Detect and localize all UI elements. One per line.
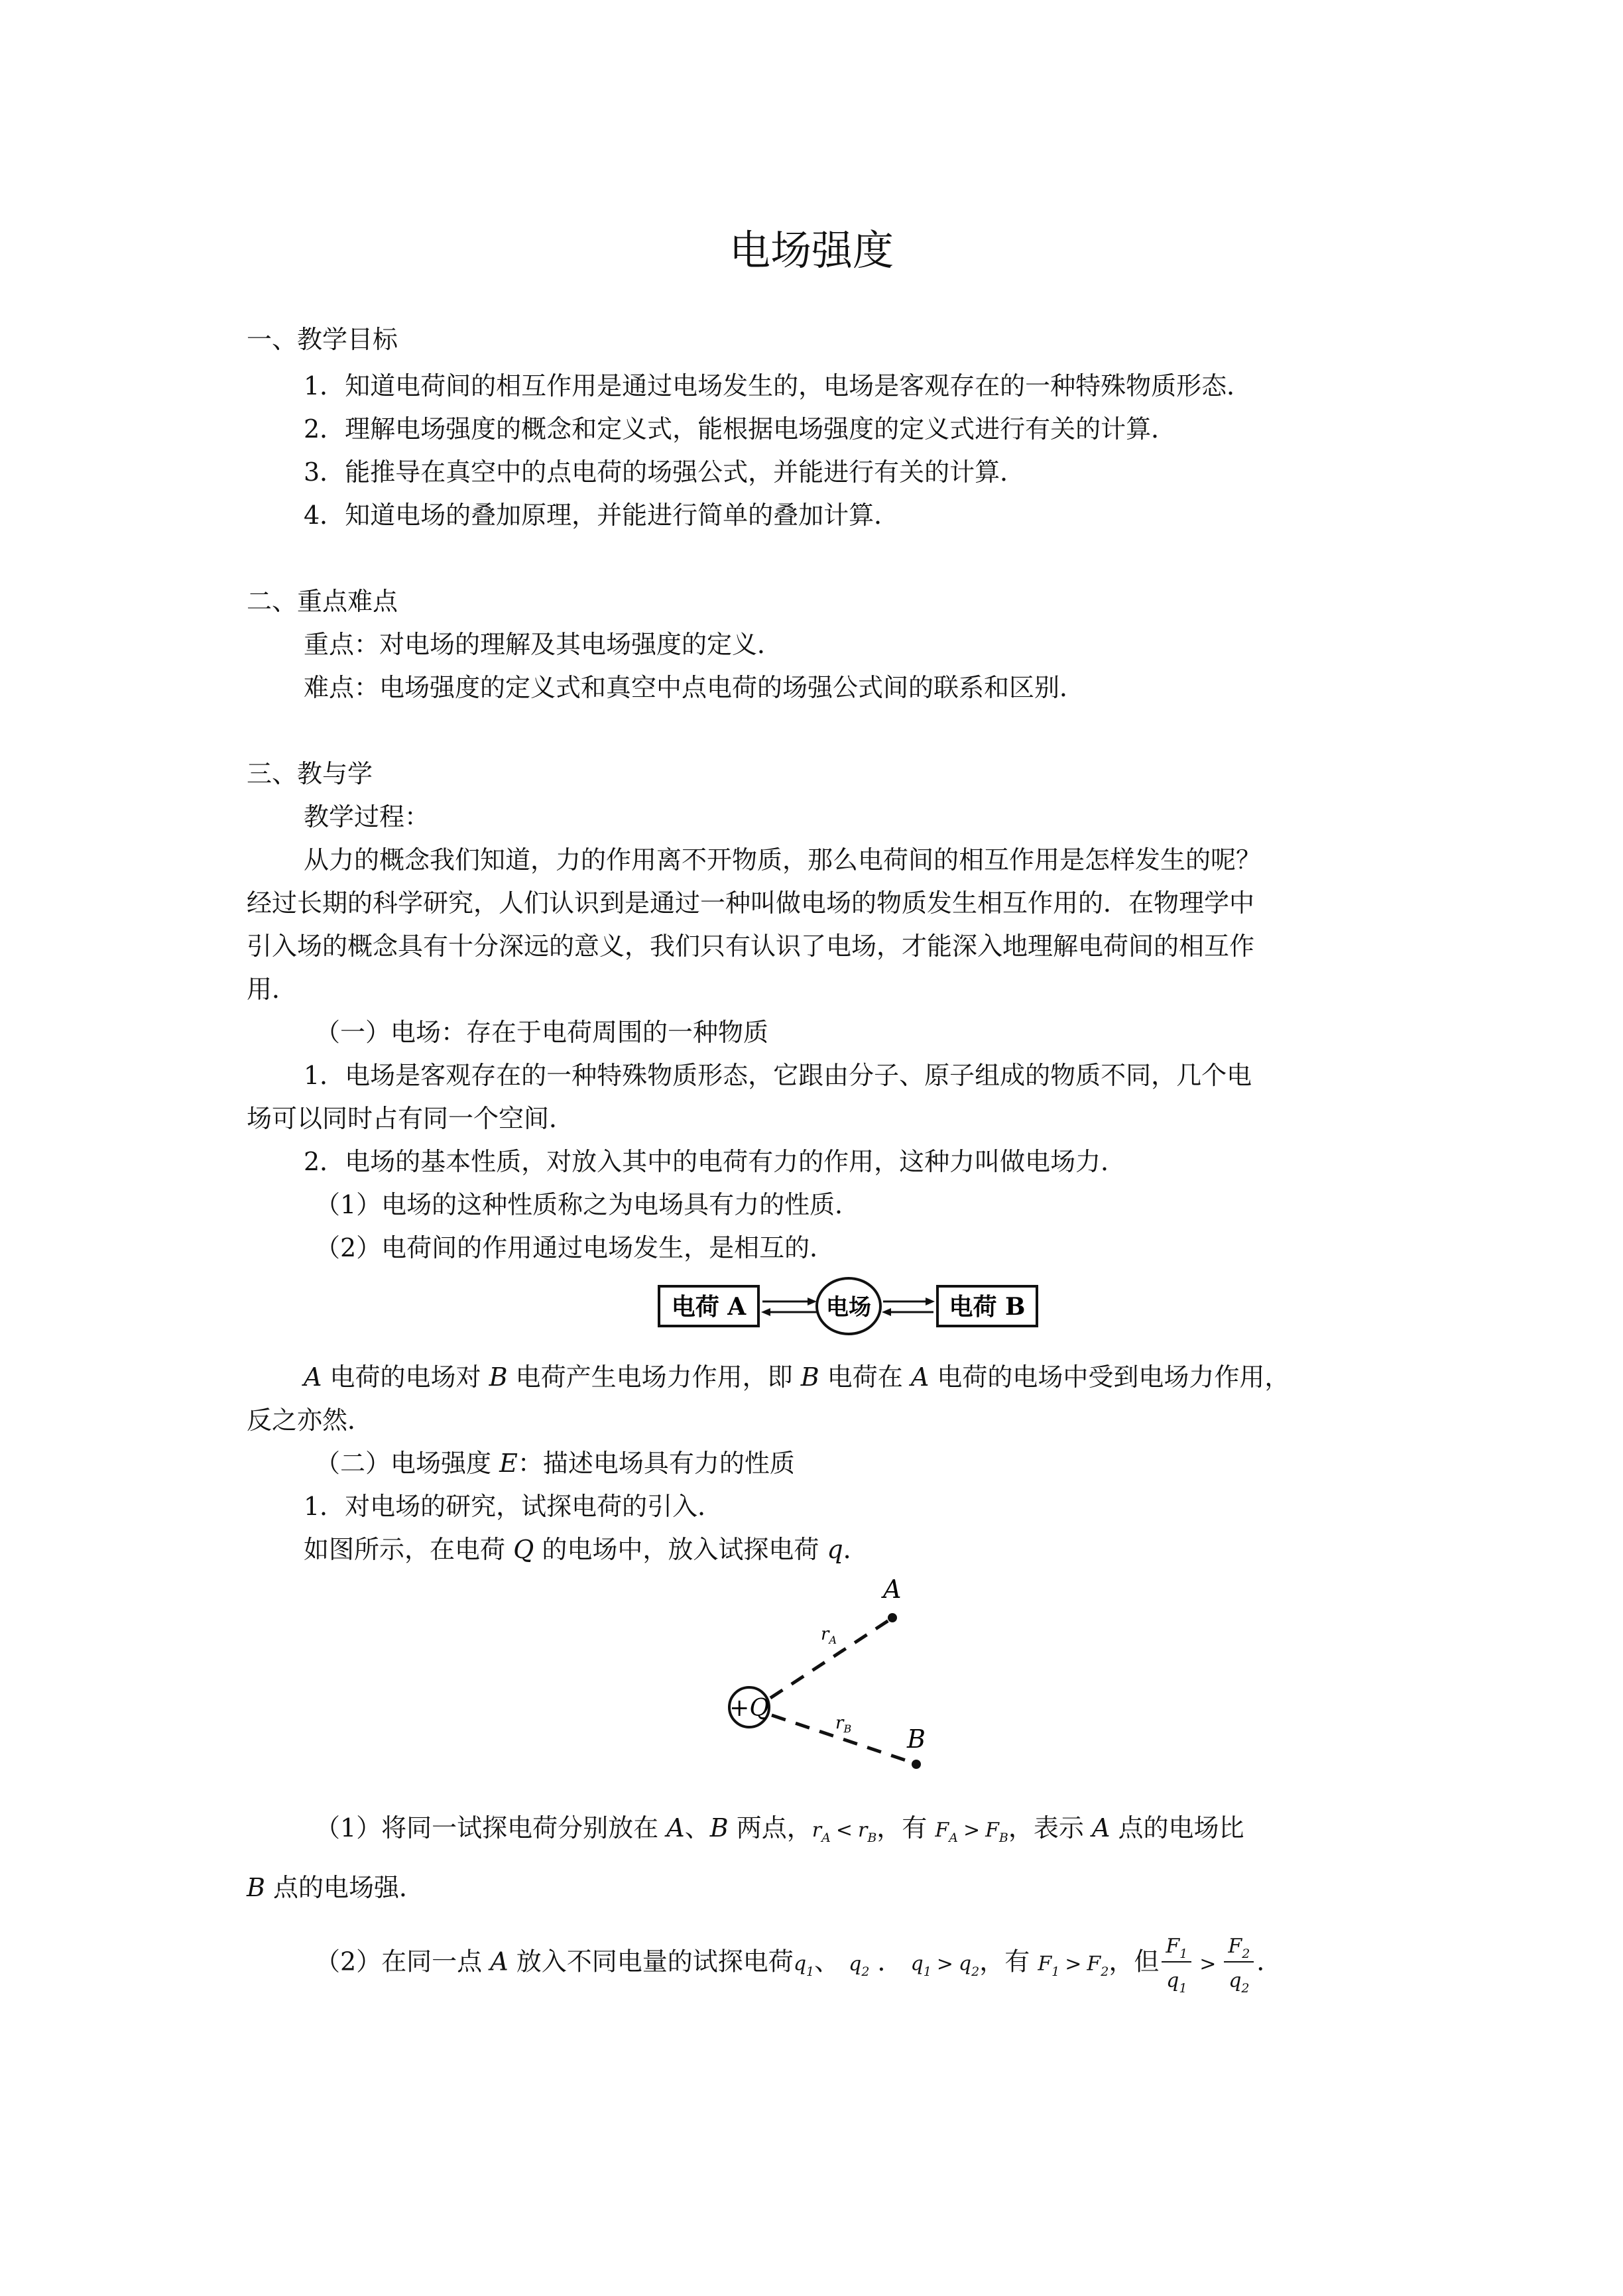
point-b-label: B [907,1724,926,1754]
point-a-dot [888,1613,897,1622]
point-charge-figure [716,1568,994,1793]
objective-1: 1．知道电荷间的相互作用是通过电场发生的，电场是客观存在的一种特殊物质形态． [304,371,1252,400]
arrowhead [926,1298,935,1305]
section-heading-objectives: 一、教学目标 [247,325,398,354]
key-point: 重点：对电场的理解及其电场强度的定义． [304,630,783,659]
source-charge-label: +Q [729,1695,769,1722]
intro-line-3: 引入场的概念具有十分深远的意义，我们只有认识了电场，才能深入地理解电荷间的相互作 [247,932,1255,961]
teaching-process-label: 教学过程： [304,802,430,831]
point-a-label: A [883,1575,902,1604]
objective-3: 3．能推导在真空中的点电荷的场强公式，并能进行有关的计算． [304,457,1026,487]
field-point-1-line-2: 场可以同时占有同一个空间． [247,1104,575,1133]
field-point-2a: （1）电场的这种性质称之为电场具有力的性质． [315,1190,861,1219]
comparison-2: （2）在同一点 A 放入不同电量的试探电荷$q_1$、 $q_2$ ． $q_1 > q_2$，有 $F_1 > F_2$，但 $\frac{F_1}{q_1}$ > $\frac{F_2}{q_2}$ ． [315,1935,1282,1996]
distance-line-a [770,1620,890,1698]
field-point-2: 2．电场的基本性质，对放入其中的电荷有力的作用，这种力叫做电场力． [304,1147,1126,1176]
arrowhead [761,1308,770,1316]
charge-a-label: 电荷 A [671,1293,747,1321]
charge-b-label: 电荷 B [949,1293,1026,1321]
intro-line-2: 经过长期的科学研究，人们认识到是通过一种叫做电场的物质发生相互作用的．在物理学中 [247,888,1255,918]
comparison-1-line-1: （1）将同一试探电荷分别放在 A、B 两点，$r_A < r_B$，有 $F_A > F_B$，表示 A 点的电场比 [315,1813,1244,1845]
difficult-point: 难点：电场强度的定义式和真空中点电荷的场强公式间的联系和区别． [304,673,1085,702]
field-label: 电场 [826,1294,871,1321]
mutual-force-line-2: 反之亦然． [247,1406,373,1435]
mutual-force-line-1: A 电荷的电场对 B 电荷产生电场力作用，即 B 电荷在 A 电荷的电场中受到电场力作用， [304,1362,1290,1392]
fraction-f1-q1: $\frac{F_1}{q_1}$ [1162,1935,1191,1993]
intro-line-1: 从力的概念我们知道，力的作用离不开物质，那么电荷间的相互作用是怎样发生的呢？ [304,845,1262,875]
interaction-diagram [656,1276,1054,1343]
objective-2: 2．理解电场强度的概念和定义式，能根据电场强度的定义式进行有关的计算． [304,414,1177,444]
distance-a-label: $r_A$ [821,1624,837,1646]
page-title: 电场强度 [729,226,894,274]
comparison-1-line-2: B 点的电场强． [247,1873,425,1902]
objective-4: 4．知道电场的叠加原理，并能进行简单的叠加计算． [304,501,900,530]
test-charge-intro: 1．对电场的研究，试探电荷的引入． [304,1492,723,1521]
section-heading-key-points: 二、重点难点 [247,587,398,616]
figure-caption: 如图所示，在电荷 Q 的电场中，放入试探电荷 q． [304,1535,869,1564]
field-point-1-line-1: 1．电场是客观存在的一种特殊物质形态，它跟由分子、原子组成的物质不同，几个电 [304,1061,1252,1090]
arrowhead [808,1298,817,1305]
field-point-2b: （2）电荷间的作用通过电场发生，是相互的． [315,1233,835,1262]
section-heading-teaching: 三、教与学 [247,759,373,788]
subsection-field-strength: （二）电场强度 E：描述电场具有力的性质 [315,1449,795,1478]
arrowhead [882,1308,891,1316]
distance-b-label: $r_B$ [835,1713,852,1735]
fraction-f2-q2: $\frac{F_2}{q_2}$ [1224,1935,1254,1993]
subsection-electric-field: （一）电场：存在于电荷周围的一种物质 [315,1018,769,1047]
intro-line-4: 用． [247,975,298,1004]
point-b-dot [912,1760,921,1769]
